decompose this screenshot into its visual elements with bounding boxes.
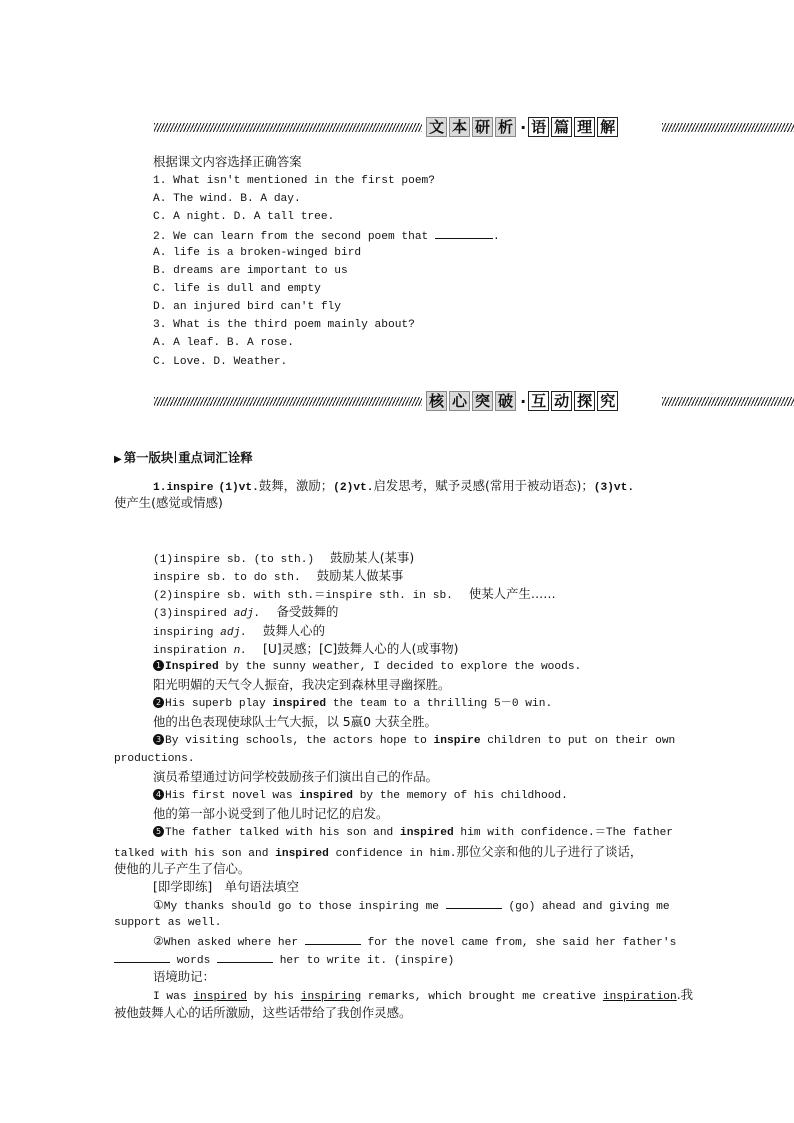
example-4-translation: 他的第一部小说受到了他儿时记忆的启发。 bbox=[153, 806, 389, 821]
banner-char: 究 bbox=[597, 391, 618, 411]
banner-char: 篇 bbox=[551, 117, 572, 137]
title-divider bbox=[175, 451, 176, 463]
word-entry-line2: 使产生(感觉或情感) bbox=[114, 495, 223, 510]
answer-blank[interactable] bbox=[305, 932, 361, 945]
example-4: 4 His first novel was inspired by the memory of his childhood. bbox=[153, 787, 568, 805]
phrase-1: (1)inspire sb. (to sth.) 鼓励某人(某事) bbox=[153, 550, 415, 566]
example-5-cont: talked with his son and inspired confidence in him.那位父亲和他的儿子进行了谈话， bbox=[114, 844, 643, 860]
phrase-2: inspire sb. to do sth. 鼓励某人做某事 bbox=[153, 568, 404, 584]
number-badge: 1 bbox=[153, 660, 164, 671]
banner-char: 研 bbox=[472, 117, 493, 137]
q3-options-cd: C. Love. D. Weather. bbox=[153, 356, 288, 368]
q2-option-c: C. life is dull and empty bbox=[153, 283, 321, 295]
banner-char: 探 bbox=[574, 391, 595, 411]
hatch-decoration-left bbox=[154, 397, 422, 406]
q2-option-b: B. dreams are important to us bbox=[153, 265, 348, 277]
memo-title: 语境助记： bbox=[153, 969, 215, 984]
banner-separator: · bbox=[520, 117, 527, 137]
practice-2-cont: words her to write it. (inspire) bbox=[114, 950, 454, 970]
memo-translation: 被他鼓舞人心的话所激励，这些话带给了我创作灵感。 bbox=[114, 1005, 412, 1020]
triangle-bullet-icon: ▶ bbox=[114, 454, 122, 465]
headword: inspire bbox=[166, 482, 214, 494]
q1-options-cd: C. A night. D. A tall tree. bbox=[153, 211, 335, 223]
banner-char: 心 bbox=[449, 391, 470, 411]
question-3: 3. What is the third poem mainly about? bbox=[153, 319, 415, 331]
hatch-decoration-right bbox=[662, 397, 794, 406]
example-5-translation: 使他的儿子产生了信心。 bbox=[114, 861, 251, 876]
practice-1: ①My thanks should go to those inspiring me (go) ahead and giving me bbox=[153, 898, 670, 913]
number-badge: 5 bbox=[153, 826, 164, 837]
number-badge: 4 bbox=[153, 789, 164, 800]
phrase-6: inspiration n. [U]灵感；[C]鼓舞人心的人(或事物) bbox=[153, 641, 459, 657]
phrase-4: (3)inspired adj. 备受鼓舞的 bbox=[153, 604, 339, 620]
example-2-translation: 他的出色表现使球队士气大振，以 5嬴0 大获全胜。 bbox=[153, 714, 437, 729]
answer-blank[interactable] bbox=[435, 226, 493, 239]
banner-char: 本 bbox=[449, 117, 470, 137]
practice-1-cont: support as well. bbox=[114, 917, 222, 929]
phrase-5: inspiring adj. 鼓舞人心的 bbox=[153, 623, 325, 639]
banner-char: 互 bbox=[528, 391, 549, 411]
banner-char: 析 bbox=[495, 117, 516, 137]
instruction-text: 根据课文内容选择正确答案 bbox=[153, 154, 302, 169]
example-5: 5 The father talked with his son and inspired him with confidence.＝The father bbox=[153, 824, 673, 842]
banner-char: 理 bbox=[574, 117, 595, 137]
answer-blank[interactable] bbox=[446, 896, 502, 909]
hatch-decoration-right bbox=[662, 123, 794, 132]
block-title: ▶ 第一版块 重点词汇诠释 bbox=[114, 450, 253, 465]
example-1: 1 Inspired by the sunny weather, I decided to explore the woods. bbox=[153, 658, 581, 676]
example-3-translation: 演员希望通过访问学校鼓励孩子们演出自己的作品。 bbox=[153, 769, 438, 784]
question-1: 1. What isn't mentioned in the first poem? bbox=[153, 175, 435, 187]
banner-separator: · bbox=[520, 391, 527, 411]
banner-char: 动 bbox=[551, 391, 572, 411]
practice-2: ②When asked where her for the novel came from, she said her father's bbox=[153, 934, 677, 949]
number-badge: 2 bbox=[153, 697, 164, 708]
answer-blank[interactable] bbox=[114, 950, 170, 963]
q3-options-ab: A. A leaf. B. A rose. bbox=[153, 337, 294, 349]
banner-char: 解 bbox=[597, 117, 618, 137]
question-2: 2. We can learn from the second poem that . bbox=[153, 226, 500, 246]
q2-option-a: A. life is a broken-winged bird bbox=[153, 247, 362, 259]
hatch-decoration-left bbox=[154, 123, 422, 132]
number-badge: 3 bbox=[153, 734, 164, 745]
q2-option-d: D. an injured bird can't fly bbox=[153, 301, 341, 313]
banner-char: 语 bbox=[528, 117, 549, 137]
banner-char: 核 bbox=[426, 391, 447, 411]
example-3-cont: productions. bbox=[114, 753, 195, 765]
banner-char: 文 bbox=[426, 117, 447, 137]
practice-title: [即学即练] 单句语法填空 bbox=[153, 879, 299, 894]
phrase-3: (2)inspire sb. with sth.＝inspire sth. in sb. 使某人产生…… bbox=[153, 586, 556, 602]
section-banner-core-breakthrough bbox=[154, 390, 794, 414]
example-3: 3 By visiting schools, the actors hope to inspire children to put on their own bbox=[153, 732, 675, 750]
example-1-translation: 阳光明媚的天气令人振奋，我决定到森林里寻幽探胜。 bbox=[153, 677, 451, 692]
word-entry-line1: 1.inspire (1)vt.鼓舞，激励；(2)vt.启发思考，赋予灵感(常用于被动语态)；(3)vt. bbox=[153, 478, 635, 494]
banner-char: 突 bbox=[472, 391, 493, 411]
answer-blank[interactable] bbox=[217, 950, 273, 963]
example-2: 2 His superb play inspired the team to a thrilling 5－0 win. bbox=[153, 695, 552, 713]
memo-sentence: I was inspired by his inspiring remarks, which brought me creative inspiration.我 bbox=[153, 987, 694, 1003]
q1-options-ab: A. The wind. B. A day. bbox=[153, 193, 301, 205]
section-banner-text-analysis bbox=[154, 116, 794, 140]
banner-char: 破 bbox=[495, 391, 516, 411]
